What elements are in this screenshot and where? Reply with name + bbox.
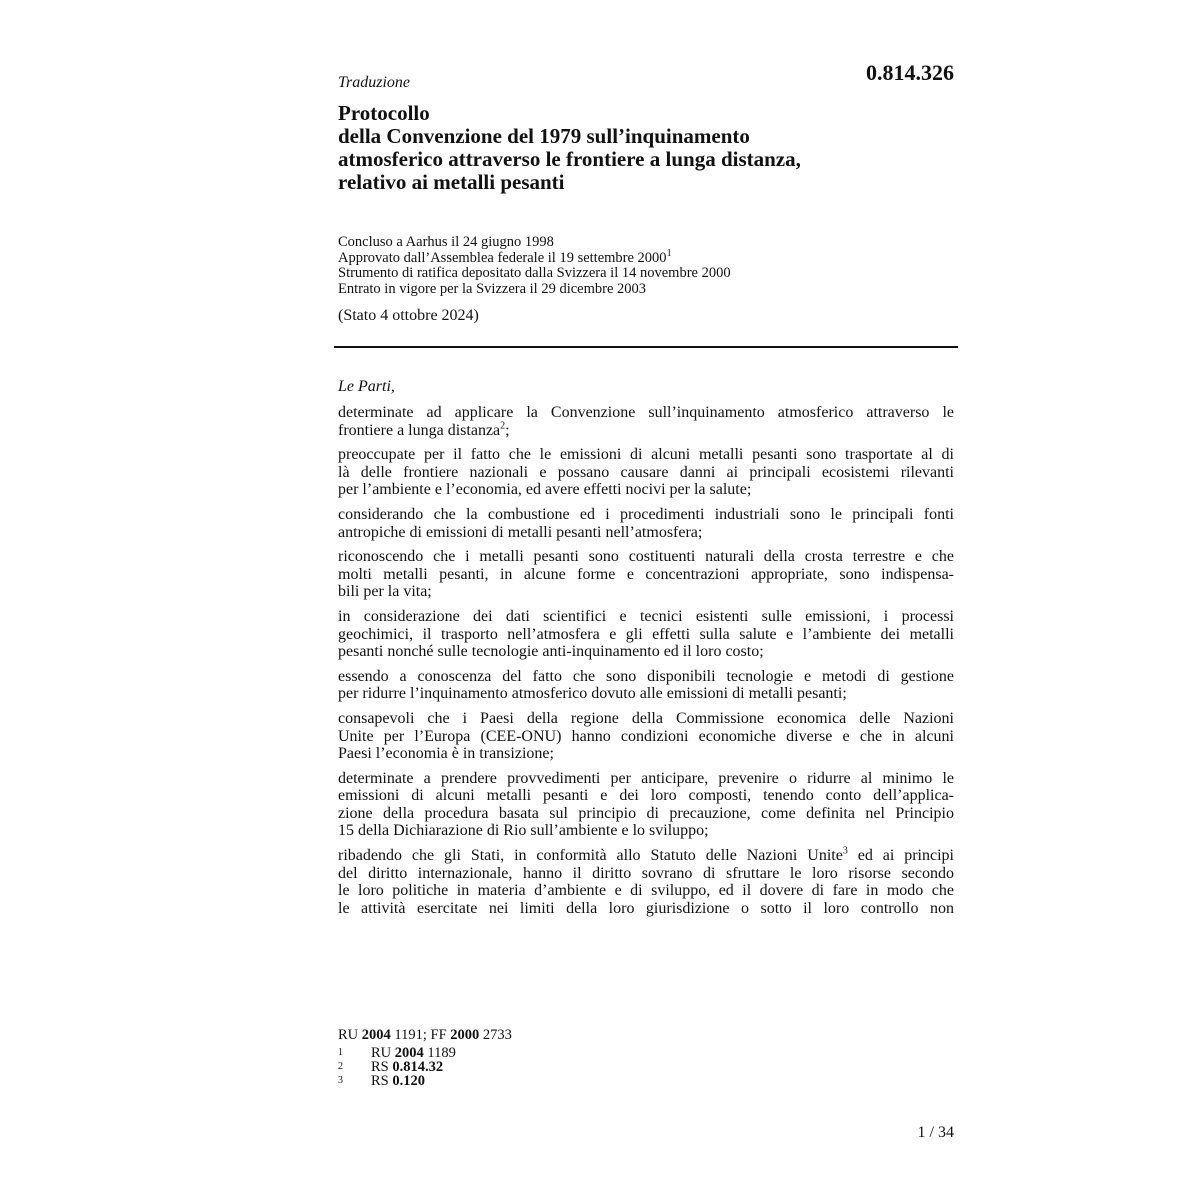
preamble-paragraph — [338, 446, 954, 499]
translation-label: Traduzione — [338, 74, 411, 91]
text-line: 15 della Dichiarazione di Rio sull’ambiente e lo sviluppo; — [338, 822, 709, 840]
title-line: della Convenzione del 1979 sull’inquinamento — [338, 124, 750, 148]
preamble-body — [338, 404, 954, 924]
text-line: zione della procedura basata sul principio di precauzione, come definita nel Principio — [338, 804, 954, 822]
official-reference: RU 2004 1191; FF 2000 2733 — [338, 1027, 512, 1043]
text-line: geochimici, il trasporto nell’atmosfera e gli effetti sulla salute e l’ambiente dei metalli — [338, 625, 954, 643]
document-metadata — [338, 235, 958, 297]
footnote: 2 RS 0.814.32 — [338, 1059, 444, 1075]
text-line: pesanti nonché sulle tecnologie anti-inquinamento ed il loro costo; — [338, 643, 764, 661]
text-line: Paesi l’economia è in transizione; — [338, 745, 554, 763]
footnote-mark: 2 — [500, 420, 506, 432]
text-line: consapevoli che i Paesi della regione della Commissione economica delle Nazioni — [338, 709, 954, 727]
preamble-paragraph — [338, 404, 954, 439]
text-line: Unite per l’Europa (CEE-ONU) hanno condizioni economiche diverse e che in alcuni — [338, 727, 954, 745]
text-line: frontiere a lunga distanza$^2$; — [338, 420, 510, 439]
text-line: determinate a prendere provvedimenti per anticipare, prevenire o ridurre al minimo le — [338, 769, 954, 787]
meta-concluded: Concluso a Aarhus il 24 giugno 1998 — [338, 234, 554, 250]
title-line: Protocollo — [338, 101, 430, 125]
parties-heading: Le Parti, — [338, 378, 395, 395]
meta-in-force: Entrato in vigore per la Svizzera il 29 dicembre 2003 — [338, 280, 647, 297]
preamble-paragraph — [338, 548, 954, 601]
footnote-mark: 1 — [666, 247, 672, 259]
preamble-paragraph — [338, 770, 954, 840]
text-line: le loro politiche in materia d’ambiente e di sviluppo, ed il dovere di fare in modo che — [338, 882, 954, 900]
text-line: in considerazione dei dati scientifici e tecnici esistenti sulle emissioni, i processi — [338, 607, 954, 625]
footnote: 3 RS 0.120 — [338, 1073, 425, 1089]
meta-approved: Approvato dall’Assemblea federale il 19 settembre 2000$^1$ — [338, 247, 672, 266]
footnote: 1 RU 2004 1189 — [338, 1045, 456, 1061]
text-line: bili per la vita; — [338, 583, 432, 601]
text-line: riconoscendo che i metalli pesanti sono costituenti naturali della crosta terrestre e che — [338, 548, 954, 566]
preamble-paragraph — [338, 608, 954, 661]
document-title — [338, 102, 958, 194]
preamble-paragraph — [338, 710, 954, 763]
footnotes — [338, 1046, 456, 1088]
footnote-mark: 3 — [842, 845, 848, 857]
text-line: preoccupate per il fatto che le emissioni di alcuni metalli pesanti sono trasportate al di — [338, 446, 954, 464]
title-line: atmosferico attraverso le frontiere a lunga distanza, — [338, 147, 801, 171]
text-line: antropiche di emissioni di metalli pesanti nell’atmosfera; — [338, 523, 703, 541]
text-line: determinate ad applicare la Convenzione sull’inquinamento atmosferico attraverso le — [338, 404, 954, 421]
text-line: molti metalli pesanti, in alcune forme e concentrazioni appropriate, sono indispensa- — [338, 565, 954, 583]
text-line: considerando che la combustione ed i procedimenti industriali sono le principali fonti — [338, 505, 954, 523]
status-date: (Stato 4 ottobre 2024) — [338, 307, 479, 324]
page-number: 1 / 34 — [917, 1124, 954, 1141]
text-line: emissioni di alcuni metalli pesanti e dei loro composti, tenendo conto dell’applica- — [338, 787, 954, 805]
text-line: ribadendo che gli Stati, in conformità allo Statuto delle Nazioni Unite$^3$ ed ai principi — [338, 845, 954, 865]
document-number: 0.814.326 — [866, 60, 954, 85]
section-divider — [334, 346, 958, 348]
preamble-paragraph — [338, 506, 954, 541]
text-line: per l’ambiente e l’economia, ed avere effetti nocivi per la salute; — [338, 481, 752, 499]
text-line: del diritto internazionale, hanno il diritto sovrano di sfruttare le loro risorse secondo — [338, 864, 954, 882]
preamble-paragraph — [338, 847, 954, 917]
title-line: relativo ai metalli pesanti — [338, 170, 565, 194]
text-line: per ridurre l’inquinamento atmosferico dovuto alle emissioni di metalli pesanti; — [338, 685, 847, 703]
meta-ratification: Strumento di ratifica depositato dalla Svizzera il 14 novembre 2000 — [338, 265, 731, 281]
text-line: là delle frontiere nazionali e possano causare danni ai principali ecosistemi rilevanti — [338, 463, 954, 481]
preamble-paragraph — [338, 668, 954, 703]
text-line: essendo a conoscenza del fatto che sono disponibili tecnologie e metodi di gestione — [338, 667, 954, 685]
text-line: le attività esercitate nei limiti della loro giurisdizione o sotto il loro controllo non — [338, 899, 954, 917]
